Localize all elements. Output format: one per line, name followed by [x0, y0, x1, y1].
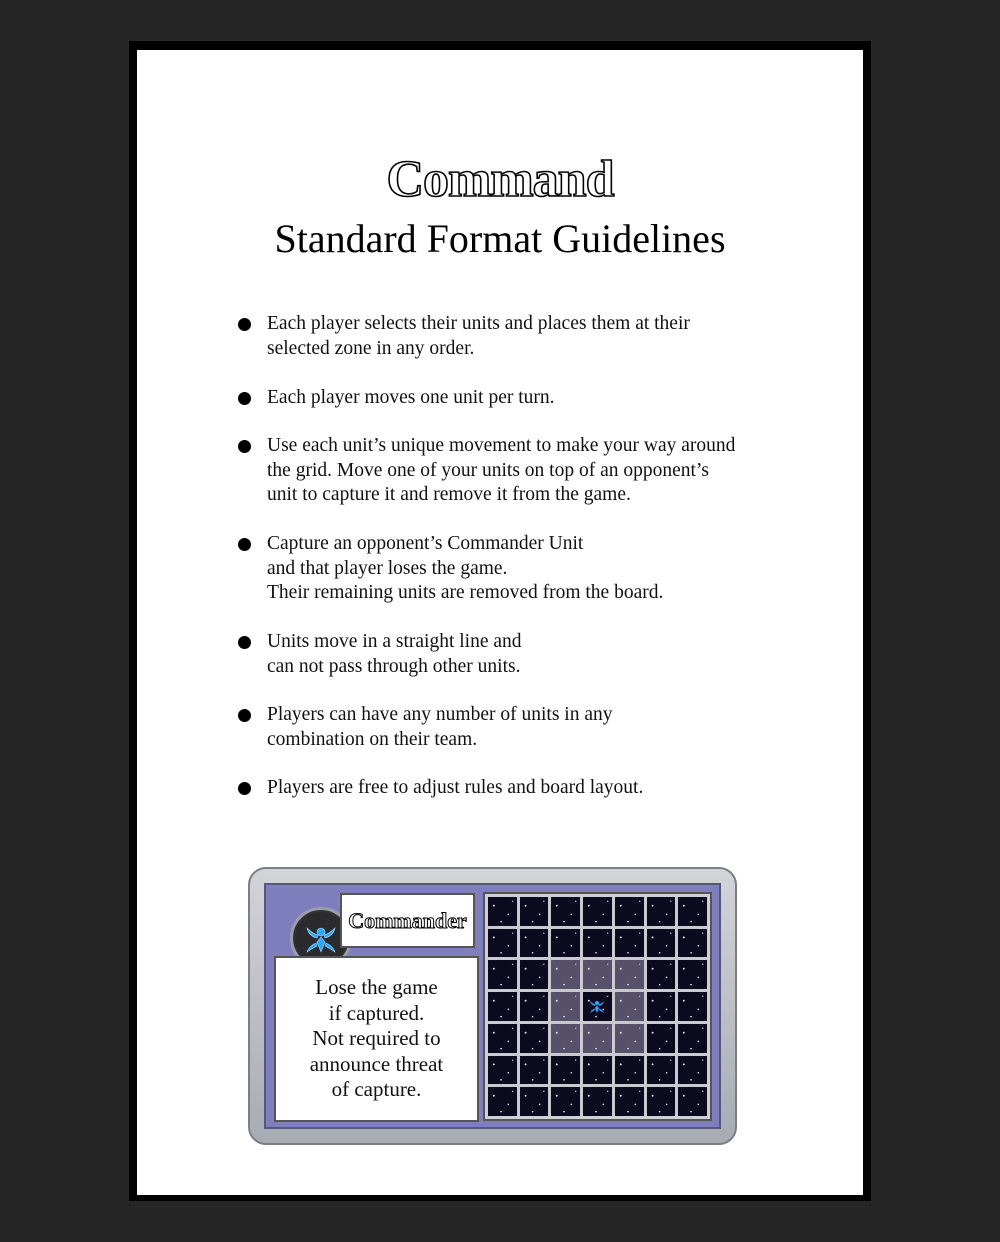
grid-cell: [488, 1087, 517, 1116]
grid-cell: [583, 929, 612, 958]
grid-cell: [551, 1087, 580, 1116]
commander-unit-icon: [587, 996, 607, 1016]
unit-description-box: [274, 956, 479, 1122]
bullet-icon: [238, 636, 251, 649]
move-range-cell: [583, 1024, 612, 1053]
rule-text: Each player moves one unit per turn.: [267, 387, 555, 408]
move-range-cell: [551, 1024, 580, 1053]
grid-cell: [520, 929, 549, 958]
grid-cell: [583, 1087, 612, 1116]
rule-text: Each player selects their units and places them at their selected zone in any order.: [267, 313, 690, 359]
move-range-cell: [583, 960, 612, 989]
rule-text: Players are free to adjust rules and board layout.: [267, 777, 644, 798]
grid-cell: [583, 897, 612, 926]
grid-cell: [678, 960, 707, 989]
rule-item: [238, 312, 798, 361]
grid-cell: [488, 929, 517, 958]
rule-text: Players can have any number of units in any combination on their team.: [267, 704, 613, 750]
grid-cell: [647, 897, 676, 926]
move-range-cell: [615, 1024, 644, 1053]
grid-cell: [615, 1087, 644, 1116]
grid-cell: [647, 1087, 676, 1116]
grid-cell: [678, 1087, 707, 1116]
bullet-icon: [238, 538, 251, 551]
grid-cell: [520, 1087, 549, 1116]
rule-item: [238, 434, 798, 508]
grid-cell: [678, 992, 707, 1021]
grid-cell: [520, 1056, 549, 1085]
rule-item: [238, 630, 798, 679]
grid-cell: [488, 1056, 517, 1085]
move-range-cell: [615, 992, 644, 1021]
bullet-icon: [238, 440, 251, 453]
rule-item: [238, 386, 798, 411]
grid-cell: [551, 1056, 580, 1085]
grid-cell: [647, 992, 676, 1021]
unit-name: Commander: [348, 907, 467, 933]
rule-item: [238, 532, 798, 606]
rule-item: [238, 776, 798, 801]
document-title: Command: [386, 151, 614, 208]
grid-cell: [615, 897, 644, 926]
unit-description: Lose the game if captured. Not required to announce threat of capture.: [309, 975, 444, 1102]
grid-cell: [551, 897, 580, 926]
rule-text: Use each unit’s unique movement to make your way around the grid. Move one of your units on top of an opponent’s unit to capture it and remove it from the game.: [267, 435, 736, 505]
rule-item: [238, 703, 798, 752]
grid-cell: [488, 897, 517, 926]
move-range-cell: [615, 960, 644, 989]
grid-cell: [647, 1056, 676, 1085]
rule-text: Units move in a straight line and can not pass through other units.: [267, 631, 522, 677]
grid-cell: [678, 1056, 707, 1085]
grid-cell: [615, 929, 644, 958]
grid-cell: [520, 960, 549, 989]
grid-cell: [583, 1056, 612, 1085]
grid-cell: [520, 897, 549, 926]
grid-cell: [520, 992, 549, 1021]
unit-name-box: [340, 893, 475, 948]
grid-cell: [488, 960, 517, 989]
grid-cell: [488, 1024, 517, 1053]
movement-grid: [483, 892, 712, 1121]
grid-cell: [615, 1056, 644, 1085]
grid-cell: [647, 1024, 676, 1053]
bullet-icon: [238, 318, 251, 331]
grid-cell: [647, 929, 676, 958]
grid-cell: [647, 960, 676, 989]
movement-board: [488, 897, 707, 1116]
bullet-icon: [238, 782, 251, 795]
document-subtitle: Standard Format Guidelines: [274, 216, 726, 261]
grid-cell: [678, 1024, 707, 1053]
grid-cell: [678, 897, 707, 926]
grid-cell: [488, 992, 517, 1021]
grid-cell: [551, 929, 580, 958]
move-range-cell: [551, 992, 580, 1021]
grid-cell: [520, 1024, 549, 1053]
bullet-icon: [238, 709, 251, 722]
bullet-icon: [238, 392, 251, 405]
unit-position-cell: [583, 992, 612, 1021]
grid-cell: [678, 929, 707, 958]
move-range-cell: [551, 960, 580, 989]
rule-text: Capture an opponent’s Commander Unit and that player loses the game. Their remaining units are removed from the board.: [267, 533, 664, 603]
